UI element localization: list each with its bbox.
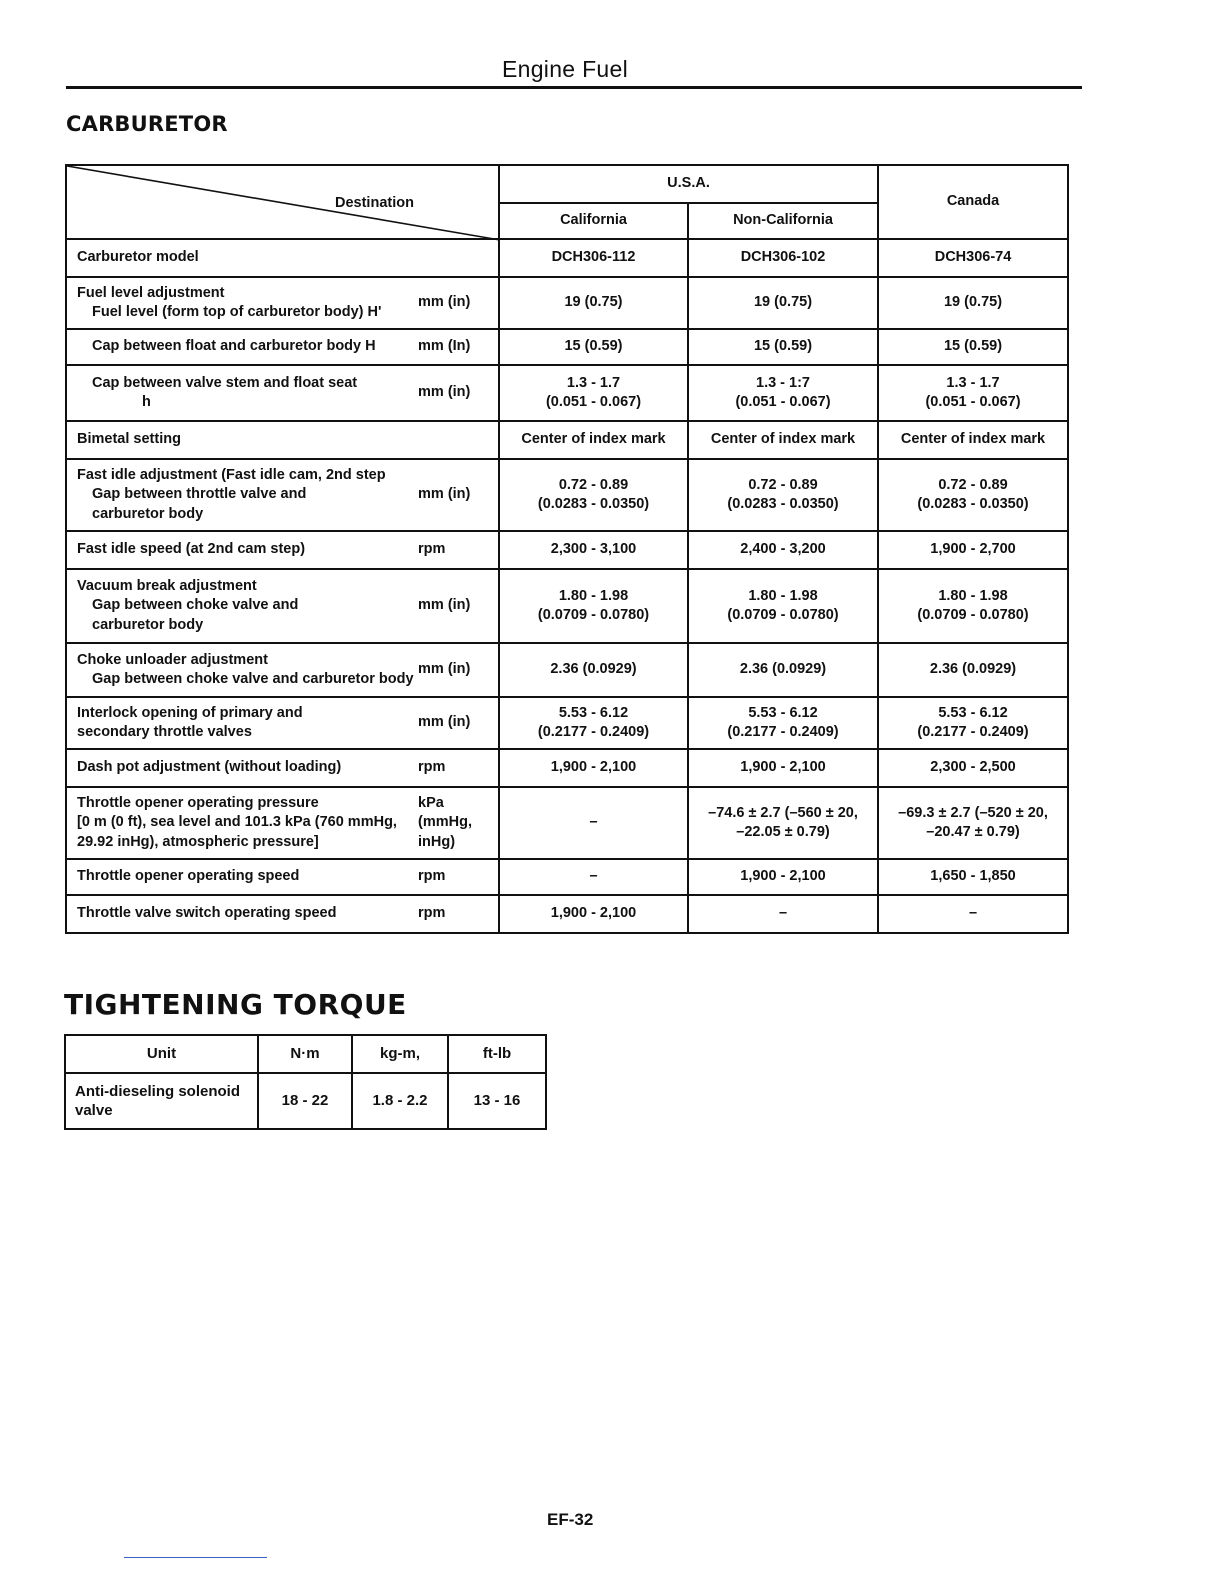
non-california-value: 2.36 (0.0929) <box>688 643 878 697</box>
spec-parameter-line: Throttle opener operating speed <box>77 868 300 885</box>
non-california-value: Center of index mark <box>688 421 878 459</box>
non-california-value: 19 (0.75) <box>688 277 878 329</box>
spec-parameter-cell <box>66 569 499 643</box>
canada-value: 1.3 - 1.7 (0.051 - 0.067) <box>878 365 1068 421</box>
canada-header: Canada <box>878 165 1068 239</box>
spec-parameter-line: Cap between valve stem and float seat <box>92 374 358 391</box>
spec-parameter-line: Gap between choke valve and carburetor body <box>92 671 414 687</box>
spec-row <box>66 895 1068 933</box>
diagonal-divider <box>67 166 500 242</box>
spec-row <box>66 277 1068 329</box>
torque-value-nm: 18 - 22 <box>258 1073 352 1129</box>
non-california-value: 1,900 - 2,100 <box>688 859 878 895</box>
spec-parameter-cell <box>66 531 499 569</box>
spec-parameter-line: 29.92 inHg), atmospheric pressure] <box>77 833 319 850</box>
california-value: 0.72 - 0.89 (0.0283 - 0.0350) <box>499 459 688 531</box>
spec-parameter-line: Dash pot adjustment (without loading) <box>77 759 342 776</box>
page-number: EF-32 <box>547 1510 594 1529</box>
spec-row <box>66 787 1068 859</box>
header-rule <box>66 86 1082 89</box>
spec-parameter-line: secondary throttle valves <box>77 724 252 740</box>
spec-row <box>66 531 1068 569</box>
non-california-value: – <box>688 895 878 933</box>
torque-row-label: Anti-dieseling solenoid valve <box>65 1073 258 1129</box>
california-value: 1.80 - 1.98 (0.0709 - 0.0780) <box>499 569 688 643</box>
spec-row <box>66 569 1068 643</box>
spec-parameter-cell <box>66 697 499 749</box>
california-value: 1.3 - 1.7 (0.051 - 0.067) <box>499 365 688 421</box>
spec-parameter-line: Choke unloader adjustment <box>77 651 268 668</box>
spec-unit: mm (in) <box>418 486 471 503</box>
spec-parameter-cell <box>66 459 499 531</box>
non-california-value: 1.3 - 1:7 (0.051 - 0.067) <box>688 365 878 421</box>
spec-parameter-line: Interlock opening of primary and <box>77 704 303 721</box>
canada-value: DCH306-74 <box>878 239 1068 277</box>
spec-row <box>66 459 1068 531</box>
spec-unit: mm (in) <box>418 294 471 311</box>
spec-row <box>66 749 1068 787</box>
usa-header: U.S.A. <box>499 165 878 203</box>
spec-row <box>66 859 1068 895</box>
spec-parameter-line: Throttle valve switch operating speed <box>77 905 337 922</box>
non-california-value: DCH306-102 <box>688 239 878 277</box>
torque-header-ftlb: ft-lb <box>448 1035 546 1073</box>
spec-parameter-line: Cap between float and carburetor body H <box>92 338 376 355</box>
canada-value: Center of index mark <box>878 421 1068 459</box>
california-value: – <box>499 859 688 895</box>
non-california-value: 15 (0.59) <box>688 329 878 365</box>
canada-value: 0.72 - 0.89 (0.0283 - 0.0350) <box>878 459 1068 531</box>
spec-parameter-line: Fast idle adjustment (Fast idle cam, 2nd step <box>77 466 386 483</box>
torque-value-ftlb: 13 - 16 <box>448 1073 546 1129</box>
california-value: 1,900 - 2,100 <box>499 895 688 933</box>
canada-value: 19 (0.75) <box>878 277 1068 329</box>
spec-parameter-cell <box>66 239 499 277</box>
torque-header-unit: Unit <box>65 1035 258 1073</box>
spec-parameter-line: Fuel level (form top of carburetor body) H' <box>92 304 382 320</box>
spec-row <box>66 697 1068 749</box>
destination-corner-cell <box>66 165 499 239</box>
california-value: 2.36 (0.0929) <box>499 643 688 697</box>
spec-unit: rpm <box>418 868 446 885</box>
spec-parameter-cell <box>66 859 499 895</box>
canada-value: 1,900 - 2,700 <box>878 531 1068 569</box>
spec-parameter-line: Gap between choke valve and <box>92 597 299 614</box>
canada-value: 15 (0.59) <box>878 329 1068 365</box>
torque-section-title: TIGHTENING TORQUE <box>64 988 407 1021</box>
torque-header-kgm: kg-m, <box>352 1035 448 1073</box>
spec-row <box>66 365 1068 421</box>
spec-parameter-line: carburetor body <box>92 616 204 633</box>
page-header-title: Engine Fuel <box>501 56 629 82</box>
canada-value: 1.80 - 1.98 (0.0709 - 0.0780) <box>878 569 1068 643</box>
spec-parameter-line: Fuel level adjustment <box>77 284 225 301</box>
spec-row <box>66 239 1068 277</box>
spec-row <box>66 643 1068 697</box>
spec-unit: mm (in) <box>418 714 471 731</box>
california-header: California <box>499 203 688 239</box>
california-value: Center of index mark <box>499 421 688 459</box>
canada-value: –69.3 ± 2.7 (–520 ± 20, –20.47 ± 0.79) <box>878 787 1068 859</box>
california-value: 2,300 - 3,100 <box>499 531 688 569</box>
non-california-value: 0.72 - 0.89 (0.0283 - 0.0350) <box>688 459 878 531</box>
canada-value: 5.53 - 6.12 (0.2177 - 0.2409) <box>878 697 1068 749</box>
california-value: – <box>499 787 688 859</box>
spec-parameter-cell <box>66 749 499 787</box>
spec-parameter-line: Carburetor model <box>77 249 199 266</box>
spec-row <box>66 329 1068 365</box>
canada-value: 2.36 (0.0929) <box>878 643 1068 697</box>
carburetor-section-title: CARBURETOR <box>66 112 228 136</box>
spec-parameter-line: Vacuum break adjustment <box>77 577 257 594</box>
spec-row <box>66 421 1068 459</box>
canada-value: 1,650 - 1,850 <box>878 859 1068 895</box>
canada-value: – <box>878 895 1068 933</box>
spec-unit: rpm <box>418 541 446 558</box>
spec-parameter-cell <box>66 277 499 329</box>
non-california-value: –74.6 ± 2.7 (–560 ± 20, –22.05 ± 0.79) <box>688 787 878 859</box>
torque-value-kgm: 1.8 - 2.2 <box>352 1073 448 1129</box>
footer-line <box>124 1557 267 1558</box>
spec-unit: mm (in) <box>418 661 471 678</box>
non-california-value: 2,400 - 3,200 <box>688 531 878 569</box>
california-value: 1,900 - 2,100 <box>499 749 688 787</box>
spec-parameter-cell <box>66 329 499 365</box>
california-value: 5.53 - 6.12 (0.2177 - 0.2409) <box>499 697 688 749</box>
spec-unit: mm (in) <box>418 384 471 401</box>
spec-parameter-cell <box>66 643 499 697</box>
spec-unit: mm (in) <box>418 597 471 614</box>
non-california-header: Non-California <box>688 203 878 239</box>
spec-parameter-cell <box>66 787 499 859</box>
california-value: 19 (0.75) <box>499 277 688 329</box>
california-value: DCH306-112 <box>499 239 688 277</box>
non-california-value: 1.80 - 1.98 (0.0709 - 0.0780) <box>688 569 878 643</box>
spec-parameter-line: Fast idle speed (at 2nd cam step) <box>77 541 306 558</box>
spec-parameter-line: [0 m (0 ft), sea level and 101.3 kPa (760 mmHg, <box>77 814 397 831</box>
non-california-value: 1,900 - 2,100 <box>688 749 878 787</box>
torque-header-nm: N·m <box>258 1035 352 1073</box>
carburetor-spec-table <box>65 164 1069 934</box>
spec-unit: rpm <box>418 759 446 776</box>
spec-parameter-cell <box>66 365 499 421</box>
spec-parameter-cell <box>66 895 499 933</box>
spec-parameter-cell <box>66 421 499 459</box>
spec-parameter-line: h <box>142 394 151 410</box>
spec-parameter-line: Gap between throttle valve and <box>92 486 307 503</box>
spec-parameter-line: Bimetal setting <box>77 431 181 448</box>
non-california-value: 5.53 - 6.12 (0.2177 - 0.2409) <box>688 697 878 749</box>
spec-unit: kPa (mmHg, inHg) <box>418 794 472 850</box>
tightening-torque-table <box>64 1034 547 1130</box>
spec-parameter-line: carburetor body <box>92 505 204 522</box>
california-value: 15 (0.59) <box>499 329 688 365</box>
spec-unit: rpm <box>418 905 446 922</box>
canada-value: 2,300 - 2,500 <box>878 749 1068 787</box>
spec-unit: mm (In) <box>418 338 471 355</box>
spec-parameter-line: Throttle opener operating pressure <box>77 794 319 811</box>
destination-label: Destination <box>335 195 414 211</box>
